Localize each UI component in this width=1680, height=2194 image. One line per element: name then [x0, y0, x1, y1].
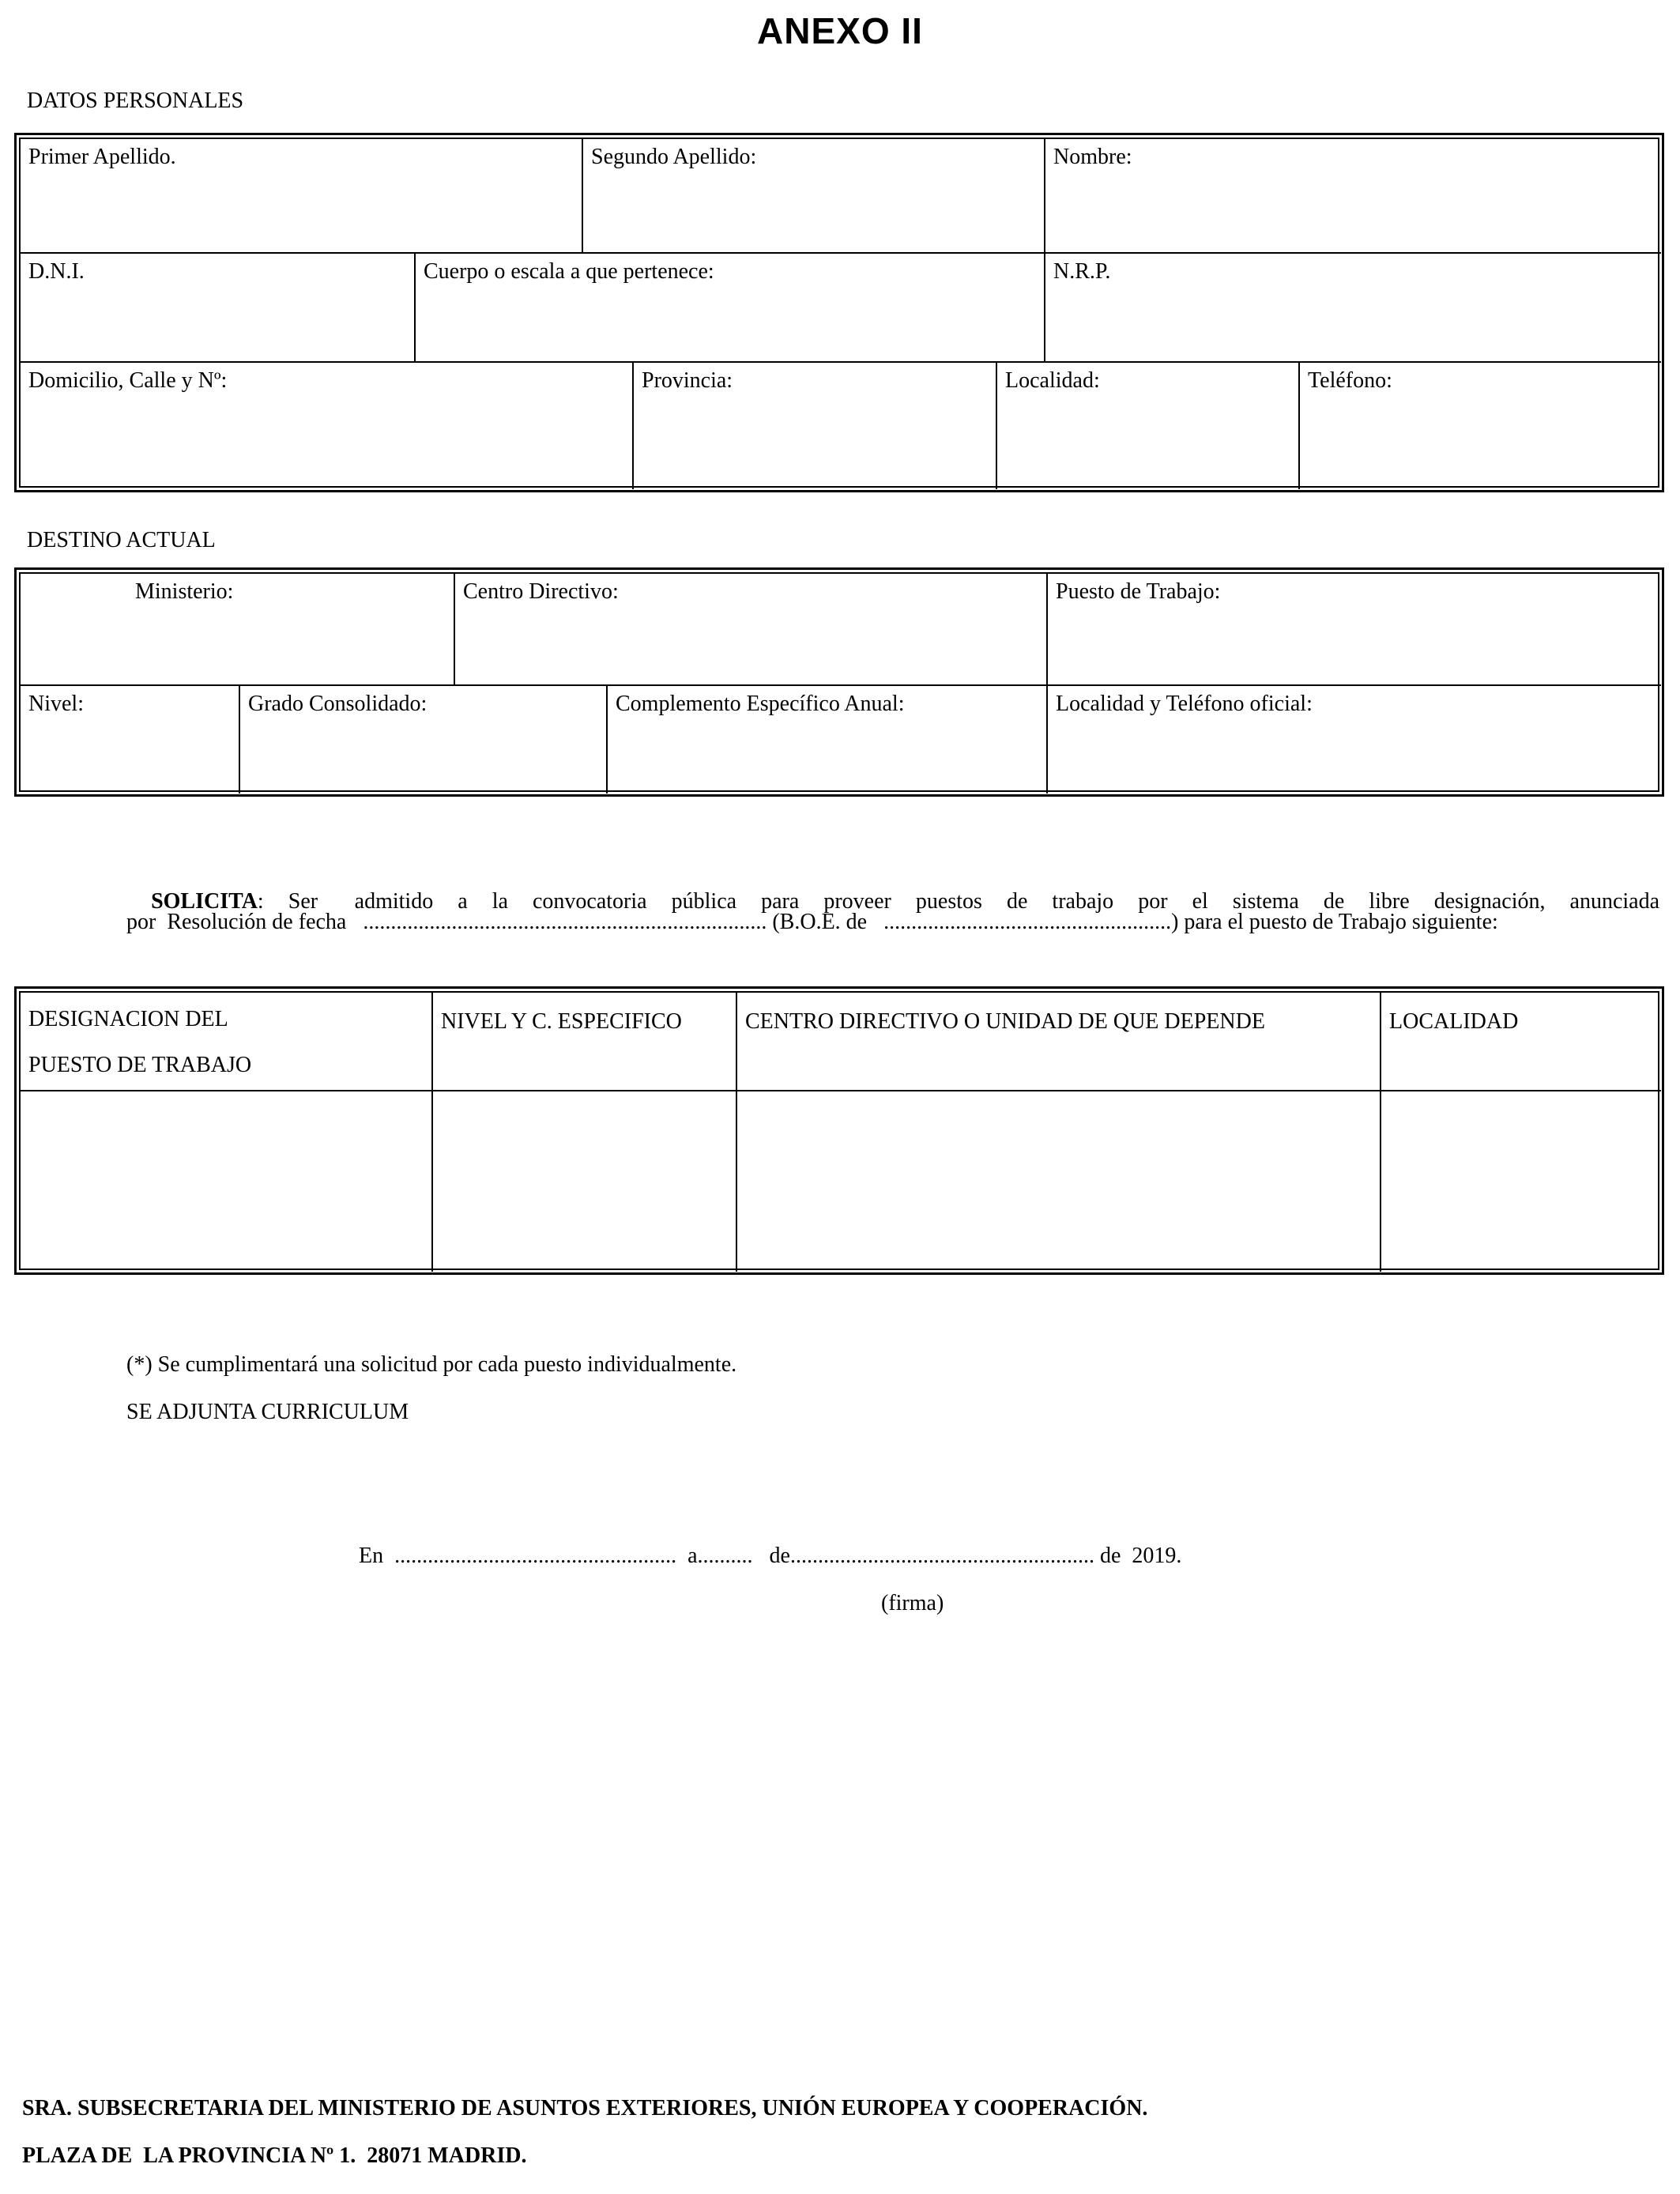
header-localidad-label: LOCALIDAD: [1389, 1009, 1519, 1034]
grado-consolidado-label: Grado Consolidado:: [248, 692, 428, 716]
domicilio-label: Domicilio, Calle y Nº:: [28, 368, 228, 393]
domicilio-field[interactable]: [21, 363, 634, 489]
nrp-label: N.R.P.: [1053, 259, 1111, 284]
solicita-line-2: por Resolución de fecha ......................................................................... (B.O.E. de ....................................................) para el puesto de Trabajo siguiente:: [126, 910, 1498, 934]
provincia-label: Provincia:: [642, 368, 733, 393]
segundo-apellido-field[interactable]: [583, 139, 1045, 254]
provincia-field[interactable]: [634, 363, 997, 489]
destino-actual-table: [14, 567, 1664, 797]
cuerpo-field[interactable]: [416, 254, 1045, 363]
header-localidad: [1381, 993, 1661, 1091]
header-centro-directivo: [737, 993, 1381, 1091]
header-nivel: [433, 993, 737, 1091]
dni-label: D.N.I.: [28, 259, 85, 284]
cuerpo-label: Cuerpo o escala a que pertenece:: [424, 259, 714, 284]
telefono-field[interactable]: [1300, 363, 1661, 489]
grado-consolidado-field[interactable]: [240, 686, 608, 794]
date-line: En ................................................... a.......... de....................................................... de 2019.: [359, 1544, 1182, 1568]
header-designacion: [21, 993, 433, 1091]
primer-apellido-field[interactable]: [21, 139, 583, 254]
centro-directivo-field[interactable]: [455, 574, 1048, 686]
footer-address: PLAZA DE LA PROVINCIA Nº 1. 28071 MADRID.: [22, 2143, 527, 2168]
dni-field[interactable]: [21, 254, 416, 363]
complemento-label: Complemento Específico Anual:: [616, 692, 905, 716]
localidad-label: Localidad:: [1005, 368, 1100, 393]
primer-apellido-label: Primer Apellido.: [28, 145, 176, 169]
designacion-cell[interactable]: [21, 1091, 433, 1272]
firma-label: (firma): [881, 1591, 944, 1615]
localidad-cell[interactable]: [1381, 1091, 1661, 1272]
header-designacion-line2: PUESTO DE TRABAJO: [28, 1053, 252, 1077]
nombre-field[interactable]: [1045, 139, 1661, 254]
footer-recipient: SRA. SUBSECRETARIA DEL MINISTERIO DE ASUNTOS EXTERIORES, UNIÓN EUROPEA Y COOPERACIÓN.: [22, 2096, 1148, 2120]
document-title: ANEXO II: [757, 10, 923, 51]
datos-personales-table: [14, 133, 1664, 492]
ministerio-field[interactable]: [21, 574, 455, 686]
centro-directivo-cell[interactable]: [737, 1091, 1381, 1272]
note-solicitud: (*) Se cumplimentará una solicitud por cada puesto individualmente.: [126, 1352, 737, 1377]
solicita-label: SOLICITA: [151, 888, 258, 914]
datos-personales-heading: DATOS PERSONALES: [27, 89, 244, 113]
solicita-text: : Ser admitido a la convocatoria pública para proveer puestos de trabajo por el sistema de libre designación, anunciada: [257, 888, 1660, 914]
header-nivel-label: NIVEL Y C. ESPECIFICO: [441, 1009, 682, 1034]
nivel-field[interactable]: [21, 686, 240, 794]
note-curriculum: SE ADJUNTA CURRICULUM: [126, 1400, 409, 1424]
destino-actual-heading: DESTINO ACTUAL: [27, 528, 216, 552]
localidad-field[interactable]: [997, 363, 1300, 489]
puesto-trabajo-field[interactable]: [1048, 574, 1661, 686]
ministerio-label: Ministerio:: [135, 579, 234, 604]
complemento-field[interactable]: [608, 686, 1048, 794]
nivel-label: Nivel:: [28, 692, 84, 716]
header-designacion-line1: DESIGNACION DEL: [28, 1007, 228, 1031]
nombre-label: Nombre:: [1053, 145, 1132, 169]
centro-directivo-label: Centro Directivo:: [463, 579, 619, 604]
solicita-line-1: [126, 861, 1659, 914]
nrp-field[interactable]: [1045, 254, 1661, 363]
telefono-label: Teléfono:: [1308, 368, 1392, 393]
nivel-cell[interactable]: [433, 1091, 737, 1272]
localidad-telefono-label: Localidad y Teléfono oficial:: [1056, 692, 1313, 716]
localidad-telefono-field[interactable]: [1048, 686, 1661, 794]
header-centro-directivo-label: CENTRO DIRECTIVO O UNIDAD DE QUE DEPENDE: [745, 1009, 1265, 1034]
segundo-apellido-label: Segundo Apellido:: [591, 145, 757, 169]
puesto-trabajo-label: Puesto de Trabajo:: [1056, 579, 1221, 604]
puestos-table: [14, 986, 1664, 1275]
